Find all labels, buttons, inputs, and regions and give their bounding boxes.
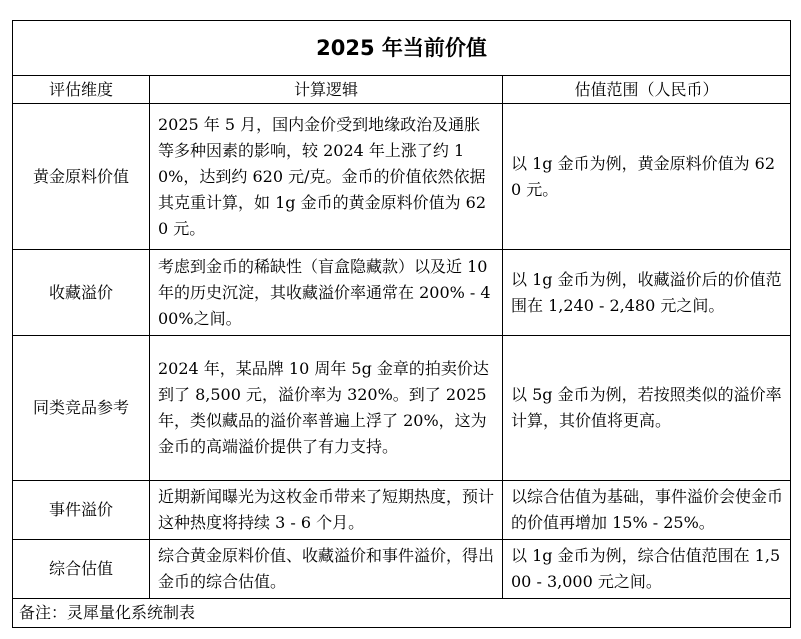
title-row <box>13 21 791 76</box>
row-logic: 考虑到金币的稀缺性（盲盒隐藏款）以及近 10 年的历史沉淀，其收藏溢价率通常在 200% - 400%之间。 <box>150 250 503 336</box>
row-range: 以 5g 金币为例，若按照类似的溢价率计算，其价值将更高。 <box>503 336 791 481</box>
header-logic: 计算逻辑 <box>150 76 503 104</box>
row-range: 以 1g 金币为例，综合估值范围在 1,500 - 3,000 元之间。 <box>503 540 791 599</box>
header-dimension: 评估维度 <box>13 76 150 104</box>
row-range: 以 1g 金币为例，收藏溢价后的价值范围在 1,240 - 2,480 元之间。 <box>503 250 791 336</box>
row-logic: 2024 年，某品牌 10 周年 5g 金章的拍卖价达到了 8,500 元，溢价率为 320%。到了 2025 年，类似藏品的溢价率普遍上浮了 20%，这为金币的高端溢价提供了有力支持。 <box>150 336 503 481</box>
row-range: 以 1g 金币为例，黄金原料价值为 620 元。 <box>503 104 791 250</box>
row-dimension: 收藏溢价 <box>13 250 150 336</box>
valuation-table <box>12 20 791 628</box>
table-title: 2025 年当前价值 <box>13 21 791 76</box>
table-row <box>13 250 791 336</box>
table-row <box>13 481 791 540</box>
row-dimension: 综合估值 <box>13 540 150 599</box>
header-row <box>13 76 791 104</box>
row-logic: 近期新闻曝光为这枚金币带来了短期热度，预计这种热度将持续 3 - 6 个月。 <box>150 481 503 540</box>
row-range: 以综合估值为基础，事件溢价会使金币的价值再增加 15% - 25%。 <box>503 481 791 540</box>
table-row <box>13 336 791 481</box>
row-logic: 综合黄金原料价值、收藏溢价和事件溢价，得出金币的综合估值。 <box>150 540 503 599</box>
row-logic: 2025 年 5 月，国内金价受到地缘政治及通胀等多种因素的影响，较 2024 年上涨了约 10%，达到约 620 元/克。金币的价值依然依据其克重计算，如 1g 金币的黄金原料价值为 620 元。 <box>150 104 503 250</box>
table-note: 备注：灵犀量化系统制表 <box>13 599 791 628</box>
note-row <box>13 599 791 628</box>
row-dimension: 黄金原料价值 <box>13 104 150 250</box>
table-row <box>13 540 791 599</box>
header-range: 估值范围（人民币） <box>503 76 791 104</box>
row-dimension: 同类竞品参考 <box>13 336 150 481</box>
table-row <box>13 104 791 250</box>
row-dimension: 事件溢价 <box>13 481 150 540</box>
